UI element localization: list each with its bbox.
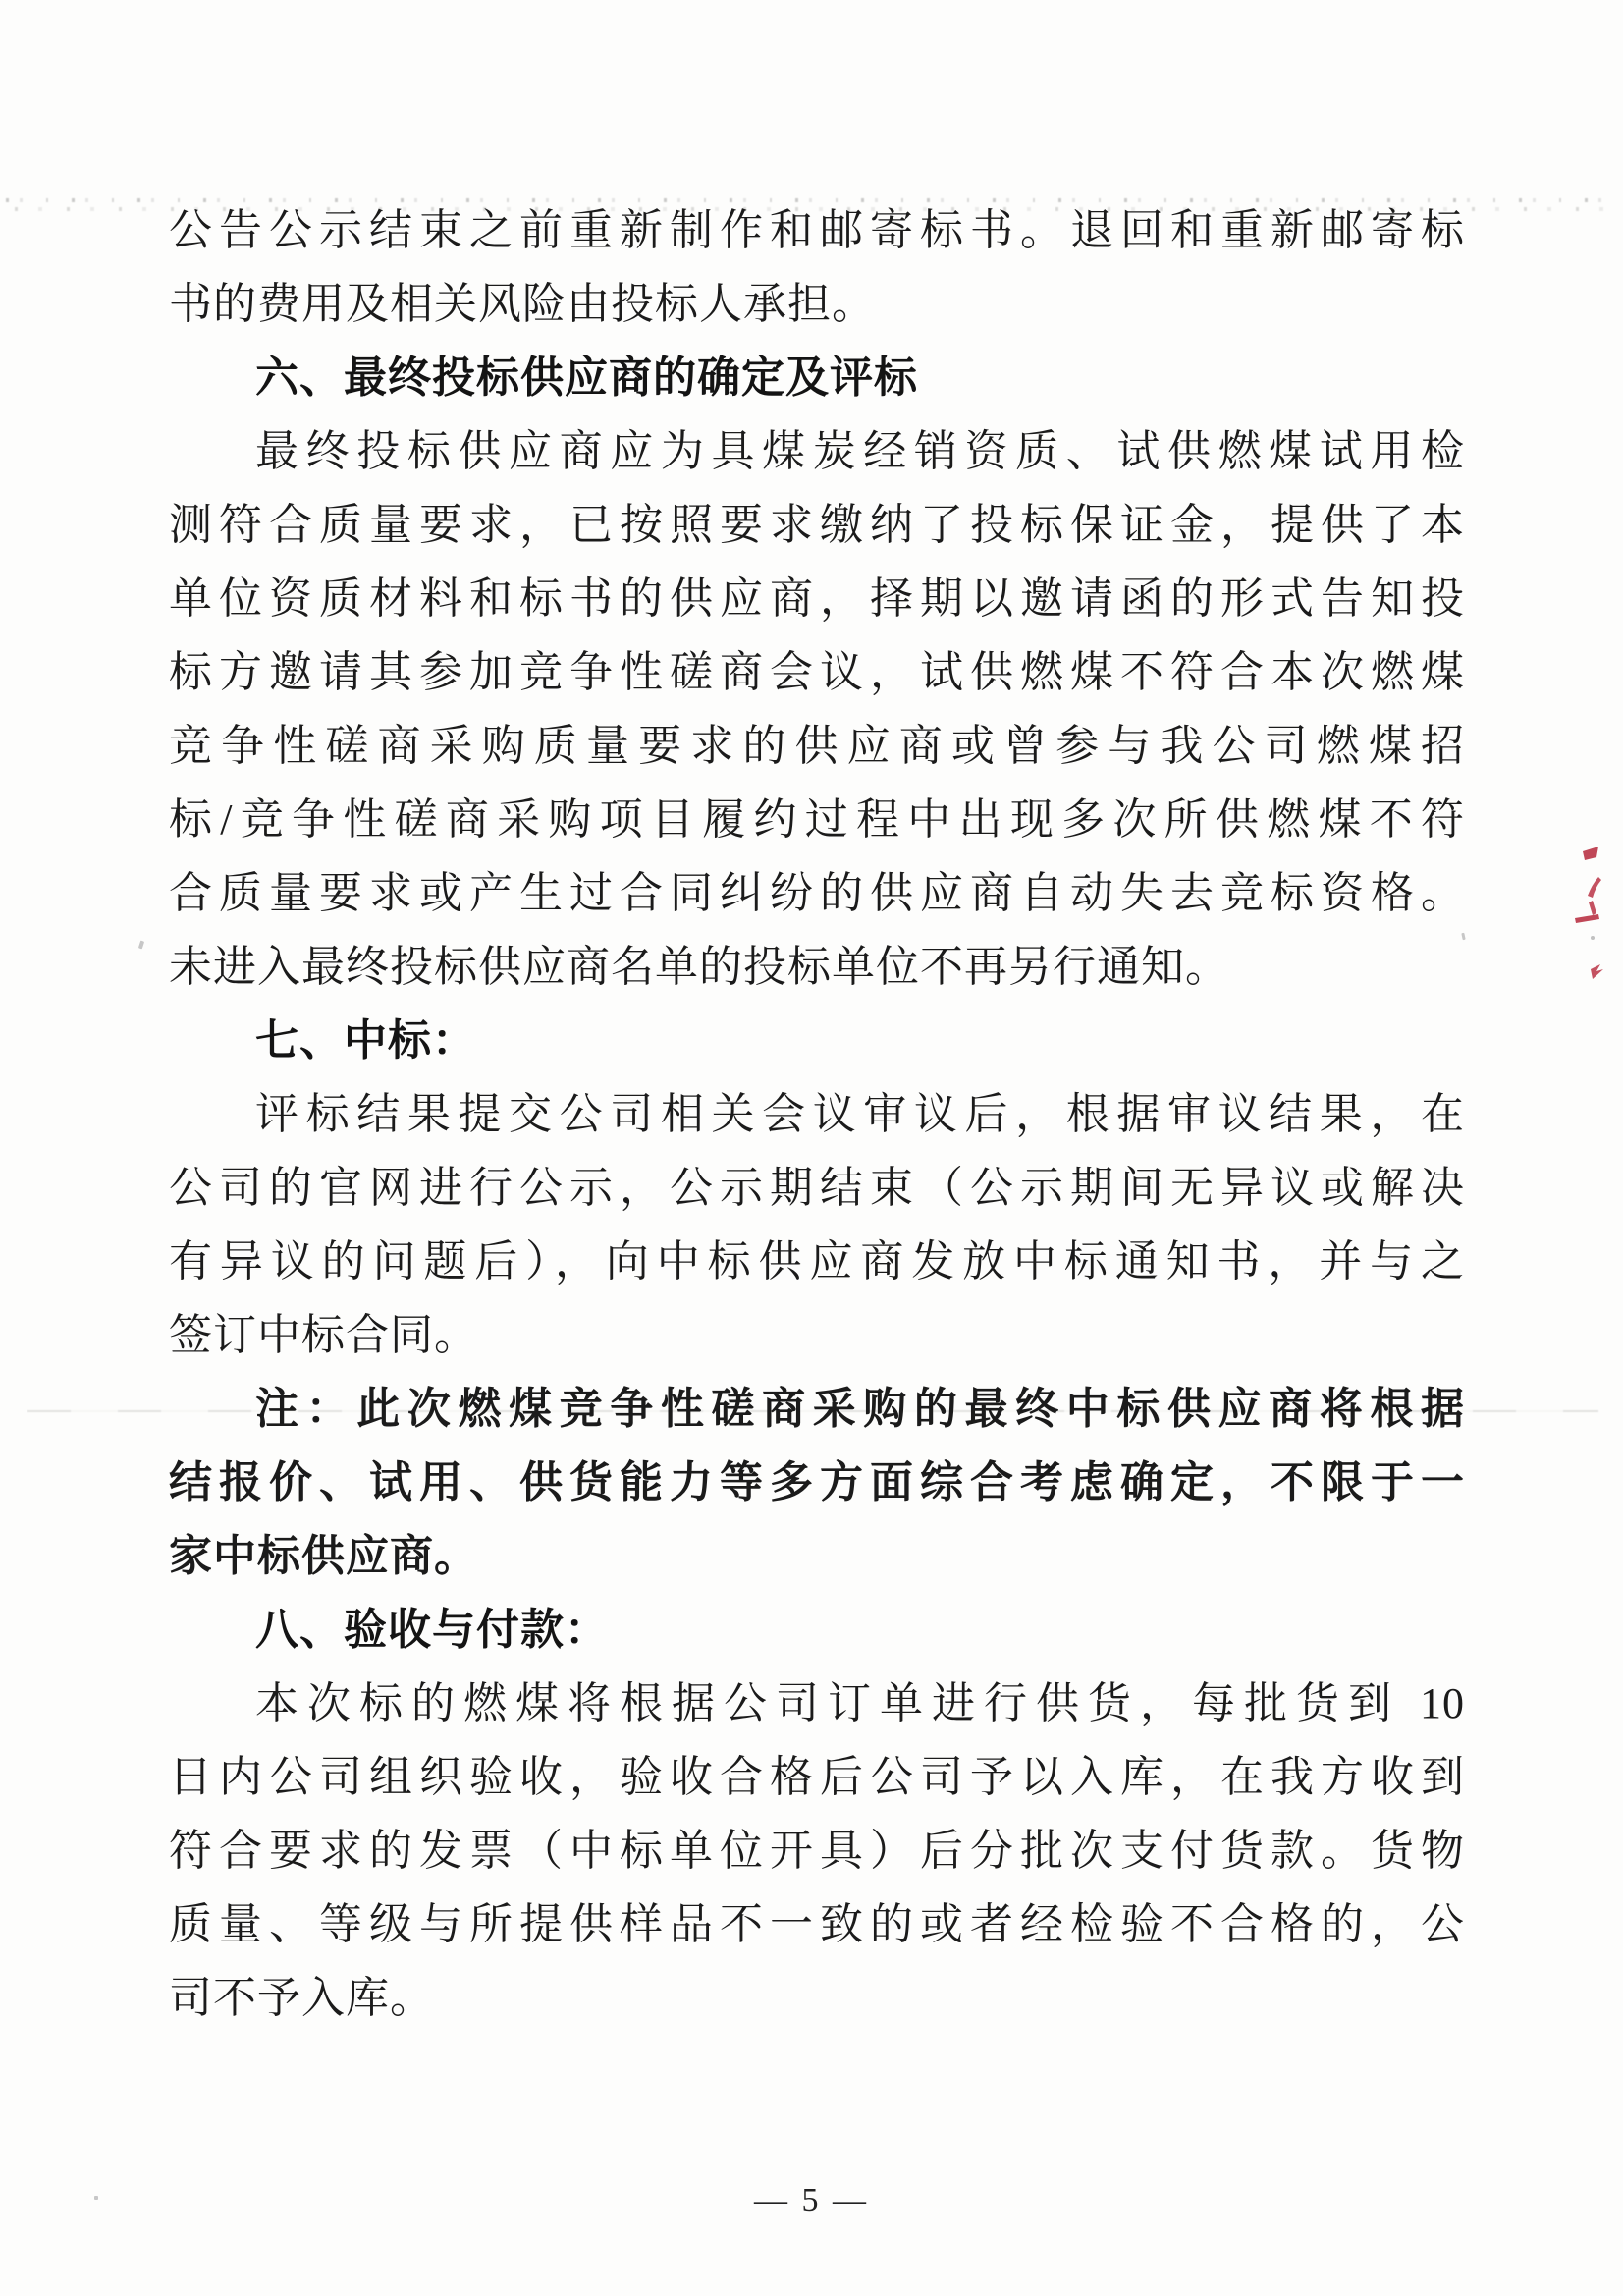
document-line: 司不予入库。 [169,1974,434,2022]
red-seal-zigzag [1591,964,1603,979]
document-line: 标方邀请其参加竞争性磋商会议，试供燃煤不符合本次燃煤 [169,648,1465,696]
document-line: 最终投标供应商应为具煤炭经销资质、试供燃煤试用检 [255,427,1465,475]
document-line: 合质量要求或产生过合同纠纷的供应商自动失去竞标资格。 [169,869,1465,917]
document-line: 公告公示结束之前重新制作和邮寄标书。退回和重新邮寄标 [169,206,1465,254]
section-heading-seven: 七、中标： [255,1016,476,1065]
section-heading-six: 六、最终投标供应商的确定及评标 [255,354,918,402]
red-seal-stroke [1589,901,1596,915]
document-line: 公司的官网进行公示，公示期结束（公示期间无异议或解决 [169,1164,1465,1212]
document-line: 本次标的燃煤将根据公司订单进行供货，每批货到 10 [255,1679,1465,1727]
red-seal-blob [1583,847,1598,860]
red-seal-dash [1575,914,1599,923]
page-number: — 5 — [754,2182,869,2218]
document-line: 质量、等级与所提供样品不一致的或者经检验不合格的，公 [169,1900,1465,1948]
gray-speck [1591,936,1595,940]
document-line: 日内公司组织验收，验收合格后公司予以入库，在我方收到 [169,1753,1465,1801]
document-line: 符合要求的发票（中标单位开具）后分批次支付货款。货物 [169,1827,1465,1875]
document-line: 测符合质量要求，已按照要求缴纳了投标保证金，提供了本 [169,501,1465,549]
document-line: 竞争性磋商采购质量要求的供应商或曾参与我公司燃煤招 [169,722,1465,770]
document-line: 标/竞争性磋商采购项目履约过程中出现多次所供燃煤不符 [169,795,1465,844]
document-line: 书的费用及相关风险由投标人承担。 [169,280,876,328]
red-seal-fragment-icon [1569,840,1612,997]
note-line: 结报价、试用、供货能力等多方面综合考虑确定，不限于一 [169,1458,1465,1506]
note-line: 注：此次燃煤竞争性磋商采购的最终中标供应商将根据 [255,1385,1465,1433]
red-seal-stroke [1588,877,1601,898]
document-body [169,193,1465,2035]
note-line: 家中标供应商。 [169,1532,478,1580]
section-heading-eight: 八、验收与付款： [255,1606,609,1654]
document-line: 签订中标合同。 [169,1311,478,1359]
document-line: 单位资质材料和标书的供应商，择期以邀请函的形式告知投 [169,574,1465,623]
scan-speck [138,941,144,950]
document-line: 未进入最终投标供应商名单的投标单位不再另行通知。 [169,943,1229,991]
document-line: 有异议的问题后），向中标供应商发放中标通知书，并与之 [169,1237,1465,1285]
document-line: 评标结果提交公司相关会议审议后，根据审议结果，在 [255,1090,1465,1138]
